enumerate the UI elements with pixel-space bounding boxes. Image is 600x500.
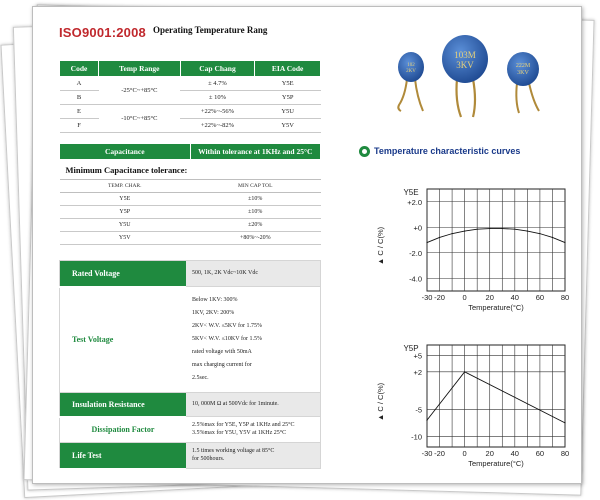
cell-code: B <box>60 91 99 105</box>
dissipation-line: 2.5%max for Y5E, Y5P at 1KHz and 25°C <box>192 422 295 428</box>
data-point <box>464 230 465 231</box>
capacitor-marking: 2KV <box>406 69 416 74</box>
data-point <box>564 242 565 243</box>
x-tick-label: 80 <box>560 293 570 302</box>
capacitor-medium <box>507 52 539 86</box>
y-tick-label: +2.0 <box>407 197 422 207</box>
x-tick-label: -20 <box>434 293 445 302</box>
col-header-temp-range: Temp Range <box>99 61 181 77</box>
x-tick-label: 40 <box>510 449 519 458</box>
y-tick-label: -5 <box>415 405 422 415</box>
table-row <box>60 219 321 232</box>
cell-cap-change: +22%~-82% <box>180 119 255 133</box>
cell-temp-char: Y5E <box>60 193 191 206</box>
y-axis-label: ▲ C / C(%) <box>376 226 385 266</box>
spec-label-insulation: Insulation Resistance <box>60 393 187 417</box>
subheader-min-cap-tol: MIN CAP TOL <box>190 180 321 193</box>
test-voltage-line: rated voltage with 50mA <box>192 349 252 355</box>
table-row <box>60 105 321 119</box>
capacitor-lead <box>415 79 423 111</box>
capacitor-marking: 3KV <box>456 60 474 70</box>
col-header-cap-change: Cap Chang <box>180 61 255 77</box>
col-header-tolerance: Within tolerance at 1KHz and 25°C <box>190 144 321 160</box>
data-point <box>514 229 515 230</box>
data-point <box>539 233 540 234</box>
x-tick-label: -30 <box>421 293 433 302</box>
x-tick-label: 0 <box>462 293 467 302</box>
datasheet-page <box>32 6 582 484</box>
capacitor-lead <box>516 83 519 113</box>
test-voltage-line: 2KV< W.V. ≤5KV for 1.75% <box>192 323 262 329</box>
table-row <box>60 232 321 245</box>
operating-temp-title: Operating Temperature Rang <box>153 25 268 35</box>
series-line <box>427 372 565 423</box>
spec-row-test-voltage <box>60 287 321 393</box>
cell-cap-change: ± 10% <box>180 91 255 105</box>
cell-code: E <box>60 105 99 119</box>
data-point <box>527 230 528 231</box>
iso-certification-label: ISO9001:2008 <box>59 25 146 40</box>
x-axis-label: Temperature(°C) <box>468 303 524 312</box>
spec-row-dissipation <box>60 417 321 443</box>
min-tolerance-title-row <box>60 160 321 180</box>
data-point <box>426 420 427 421</box>
y-tick-label: -10 <box>411 432 422 442</box>
data-point <box>439 237 440 238</box>
cell-temp-char: Y5U <box>60 219 191 232</box>
dissipation-line: 3.5%max for Y5U, Y5V at 1KHz 25°C <box>192 429 287 436</box>
spec-label-dissipation: Dissipation Factor <box>60 417 187 443</box>
series-line <box>427 229 565 243</box>
spec-value-dissipation <box>186 417 321 443</box>
spec-label-test-voltage: Test Voltage <box>60 287 187 393</box>
cell-min-cap-tol: ±10% <box>190 193 321 206</box>
data-point <box>464 371 465 372</box>
cell-temp-char: Y5P <box>60 206 191 219</box>
spec-row-rated-voltage <box>60 261 321 287</box>
x-axis-label: Temperature(°C) <box>468 459 524 468</box>
spec-label-life-test: Life Test <box>60 443 187 469</box>
cell-cap-change: ± 4.7% <box>180 77 255 91</box>
data-point <box>564 422 565 423</box>
x-tick-label: 60 <box>535 449 545 458</box>
capacitor-marking: 3KV <box>517 70 529 76</box>
capacitor-lead <box>529 83 539 111</box>
plot-frame <box>427 345 565 447</box>
chart-title: Y5E <box>403 188 419 197</box>
cell-eia-code: Y5U <box>255 105 321 119</box>
spec-value-insulation: 10, 000M Ω at 500Vdc for 1minute. <box>186 393 321 417</box>
cell-eia-code: Y5E <box>255 77 321 91</box>
col-header-eia-code: EIA Code <box>255 61 321 77</box>
x-tick-label: 20 <box>485 449 494 458</box>
spec-label-rated-voltage: Rated Voltage <box>60 261 187 287</box>
test-voltage-line: Below 1KV: 300% <box>192 297 238 303</box>
life-test-line: 1.5 times working voltage at 85°C <box>192 448 275 454</box>
data-point <box>451 233 452 234</box>
y5p-temperature-chart <box>355 335 571 469</box>
y-tick-label: -2.0 <box>409 248 422 258</box>
bullet-icon <box>359 146 370 157</box>
cell-min-cap-tol: ±20% <box>190 219 321 232</box>
capacitor-marking: 103M <box>454 50 476 60</box>
test-voltage-line: 2.5sec. <box>192 375 209 381</box>
y-tick-label: +0 <box>413 223 422 233</box>
data-point <box>489 228 490 229</box>
plot-frame <box>427 189 565 291</box>
cell-eia-code: Y5V <box>255 119 321 133</box>
data-point <box>502 228 503 229</box>
x-tick-label: 80 <box>560 449 570 458</box>
cell-code: A <box>60 77 99 91</box>
test-voltage-line: 1KV, 2KV: 200% <box>192 310 235 316</box>
y-tick-label: -4.0 <box>409 274 422 284</box>
data-point <box>552 237 553 238</box>
capacitor-marking: 102 <box>407 63 415 68</box>
data-point <box>477 229 478 230</box>
table-header-row <box>60 61 321 77</box>
ceramic-capacitors-image <box>377 21 559 121</box>
col-header-capacitance: Capacitance <box>60 144 191 160</box>
subheader-row <box>60 180 321 193</box>
x-tick-label: 60 <box>535 293 545 302</box>
x-tick-label: 20 <box>485 293 494 302</box>
x-tick-label: -30 <box>421 449 433 458</box>
min-tolerance-title: Minimum Capacitance tolerance: <box>65 165 188 175</box>
cell-min-cap-tol: ±10% <box>190 206 321 219</box>
spec-row-life-test <box>60 443 321 469</box>
capacitance-table <box>59 143 321 245</box>
specification-table <box>59 260 321 470</box>
chart-title: Y5P <box>403 344 419 353</box>
spec-row-insulation <box>60 393 321 417</box>
cell-code: F <box>60 119 99 133</box>
test-voltage-line: max charging current for <box>192 362 252 368</box>
table-header-row <box>60 144 321 160</box>
life-test-line: for 500hours. <box>192 455 225 462</box>
capacitor-lead <box>398 79 407 111</box>
subheader-temp-char: TEMP. CHAR. <box>60 180 191 193</box>
temperature-curves-title-text: Temperature characteristic curves <box>374 146 521 156</box>
x-tick-label: 0 <box>462 449 467 458</box>
capacitor-lead <box>457 79 462 117</box>
col-header-code: Code <box>60 61 99 77</box>
temperature-curves-title <box>359 146 520 157</box>
y5e-temperature-chart <box>355 179 571 313</box>
table-row <box>60 206 321 219</box>
x-tick-label: -20 <box>434 449 445 458</box>
capacitor-lead <box>473 79 475 117</box>
cell-temp-range: -10°C~+85°C <box>99 105 181 133</box>
table-row <box>60 77 321 91</box>
spec-value-test-voltage <box>186 287 321 393</box>
y-axis-label: ▲ C / C(%) <box>376 382 385 422</box>
capacitor-marking: 222M <box>515 63 531 69</box>
cell-cap-change: +22%~-56% <box>180 105 255 119</box>
cell-temp-range: -25°C~+85°C <box>99 77 181 105</box>
x-tick-label: 40 <box>510 293 519 302</box>
table-row <box>60 193 321 206</box>
data-point <box>426 242 427 243</box>
cell-eia-code: Y5P <box>255 91 321 105</box>
test-voltage-line: 5KV< W.V. ≤10KV for 1.5% <box>192 336 262 342</box>
spec-value-life-test <box>186 443 321 469</box>
spec-value-rated-voltage: 500, 1K, 2K Vdc~10K Vdc <box>186 261 321 287</box>
y-tick-label: +5 <box>413 351 422 361</box>
cell-min-cap-tol: +80%~-20% <box>190 232 321 245</box>
cell-temp-char: Y5V <box>60 232 191 245</box>
operating-temp-table <box>59 60 321 133</box>
y-tick-label: +2 <box>413 367 422 377</box>
